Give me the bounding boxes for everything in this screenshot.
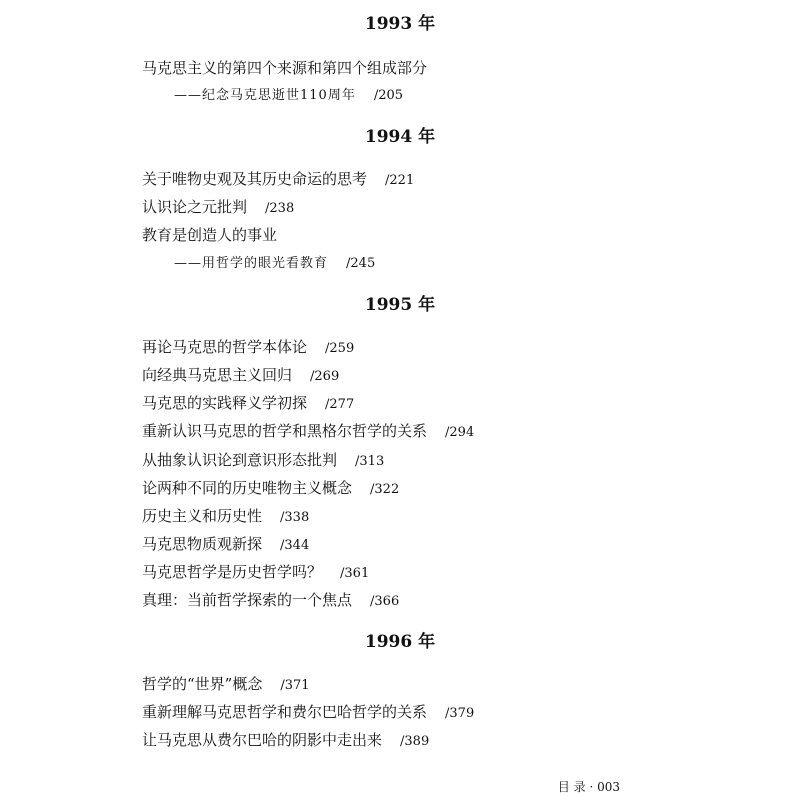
toc-entry-title: 教育是创造人的事业 — [142, 226, 278, 244]
toc-entry-title: 马克思物质观新探 — [142, 535, 263, 553]
toc-entry-title: ——用哲学的眼光看教育 — [174, 256, 329, 271]
toc-page-number: /371 — [280, 678, 310, 693]
toc-entry-title: 马克思主义的第四个来源和第四个组成部分 — [142, 59, 428, 77]
toc-entry-title: 重新理解马克思哲学和费尔巴哈哲学的关系 — [142, 703, 428, 721]
toc-page-number: /259 — [325, 341, 355, 356]
toc-entry-title: 从抽象认识论到意识形态批判 — [142, 451, 338, 469]
toc-entry[interactable] — [142, 197, 294, 219]
toc-entry[interactable] — [142, 674, 310, 696]
toc-entry[interactable] — [142, 225, 277, 245]
section-heading-1993: 1993 年 — [364, 14, 436, 34]
toc-page-number: /277 — [325, 397, 355, 412]
toc-entry[interactable] — [142, 702, 474, 724]
toc-entry-title: 论两种不同的历史唯物主义概念 — [142, 479, 353, 497]
toc-entry-title: ——纪念马克思逝世110周年 — [174, 88, 356, 103]
toc-entry[interactable] — [142, 365, 339, 387]
toc-entry-title: 关于唯物史观及其历史命运的思考 — [142, 170, 368, 188]
toc-page-number: /338 — [280, 510, 310, 525]
toc-entry-title: 哲学的“世界”概念 — [142, 675, 263, 693]
toc-page-number: /379 — [445, 706, 475, 721]
toc-page-number: /238 — [265, 201, 295, 216]
toc-entry-title: 马克思的实践释义学初探 — [142, 394, 308, 412]
toc-page-number: /366 — [370, 594, 400, 609]
toc-entry[interactable] — [142, 590, 399, 612]
toc-entry[interactable] — [142, 58, 427, 78]
toc-entry[interactable] — [142, 393, 354, 415]
toc-entry-title: 重新认识马克思的哲学和黑格尔哲学的关系 — [142, 422, 428, 440]
toc-entry-title: 历史主义和历史性 — [142, 507, 263, 525]
footer-page-number: 003 — [597, 780, 620, 794]
section-heading-1995: 1995 年 — [364, 295, 436, 315]
toc-page-number: /245 — [346, 256, 376, 271]
toc-entry-title: 让马克思从费尔巴哈的阴影中走出来 — [142, 731, 383, 749]
toc-entry-title: 再论马克思的哲学本体论 — [142, 338, 308, 356]
toc-entry[interactable] — [142, 450, 384, 472]
page-footer — [558, 779, 620, 795]
toc-entry[interactable] — [142, 169, 414, 191]
toc-entry[interactable] — [142, 478, 399, 500]
toc-page-number: /294 — [445, 425, 475, 440]
toc-page-number: /221 — [385, 173, 415, 188]
section-heading-1994: 1994 年 — [364, 127, 436, 147]
toc-page-number: /205 — [373, 88, 404, 103]
toc-entry-title: 向经典马克思主义回归 — [142, 366, 293, 384]
section-heading-1996: 1996 年 — [364, 632, 436, 652]
toc-entry-title: 马克思哲学是历史哲学吗？ — [142, 563, 323, 581]
toc-entry-title: 认识论之元批判 — [142, 198, 248, 216]
toc-entry[interactable] — [142, 562, 369, 584]
toc-page-number: /389 — [400, 734, 430, 749]
toc-page-number: /313 — [355, 454, 385, 469]
toc-page-number: /269 — [310, 369, 340, 384]
toc-entry[interactable] — [142, 730, 429, 752]
toc-page-number: /344 — [280, 538, 310, 553]
toc-entry-subtitle[interactable] — [174, 86, 403, 106]
footer-separator: · — [589, 780, 594, 794]
toc-entry-title: 真理：当前哲学探索的一个焦点 — [142, 591, 353, 609]
toc-entry[interactable] — [142, 506, 309, 528]
toc-entry-subtitle[interactable] — [174, 254, 375, 274]
toc-page-number: /322 — [370, 482, 400, 497]
toc-page-number: /361 — [340, 566, 370, 581]
toc-entry[interactable] — [142, 534, 309, 556]
toc-entry[interactable] — [142, 337, 354, 359]
toc-entry[interactable] — [142, 421, 474, 443]
footer-label: 目 录 — [557, 780, 586, 794]
